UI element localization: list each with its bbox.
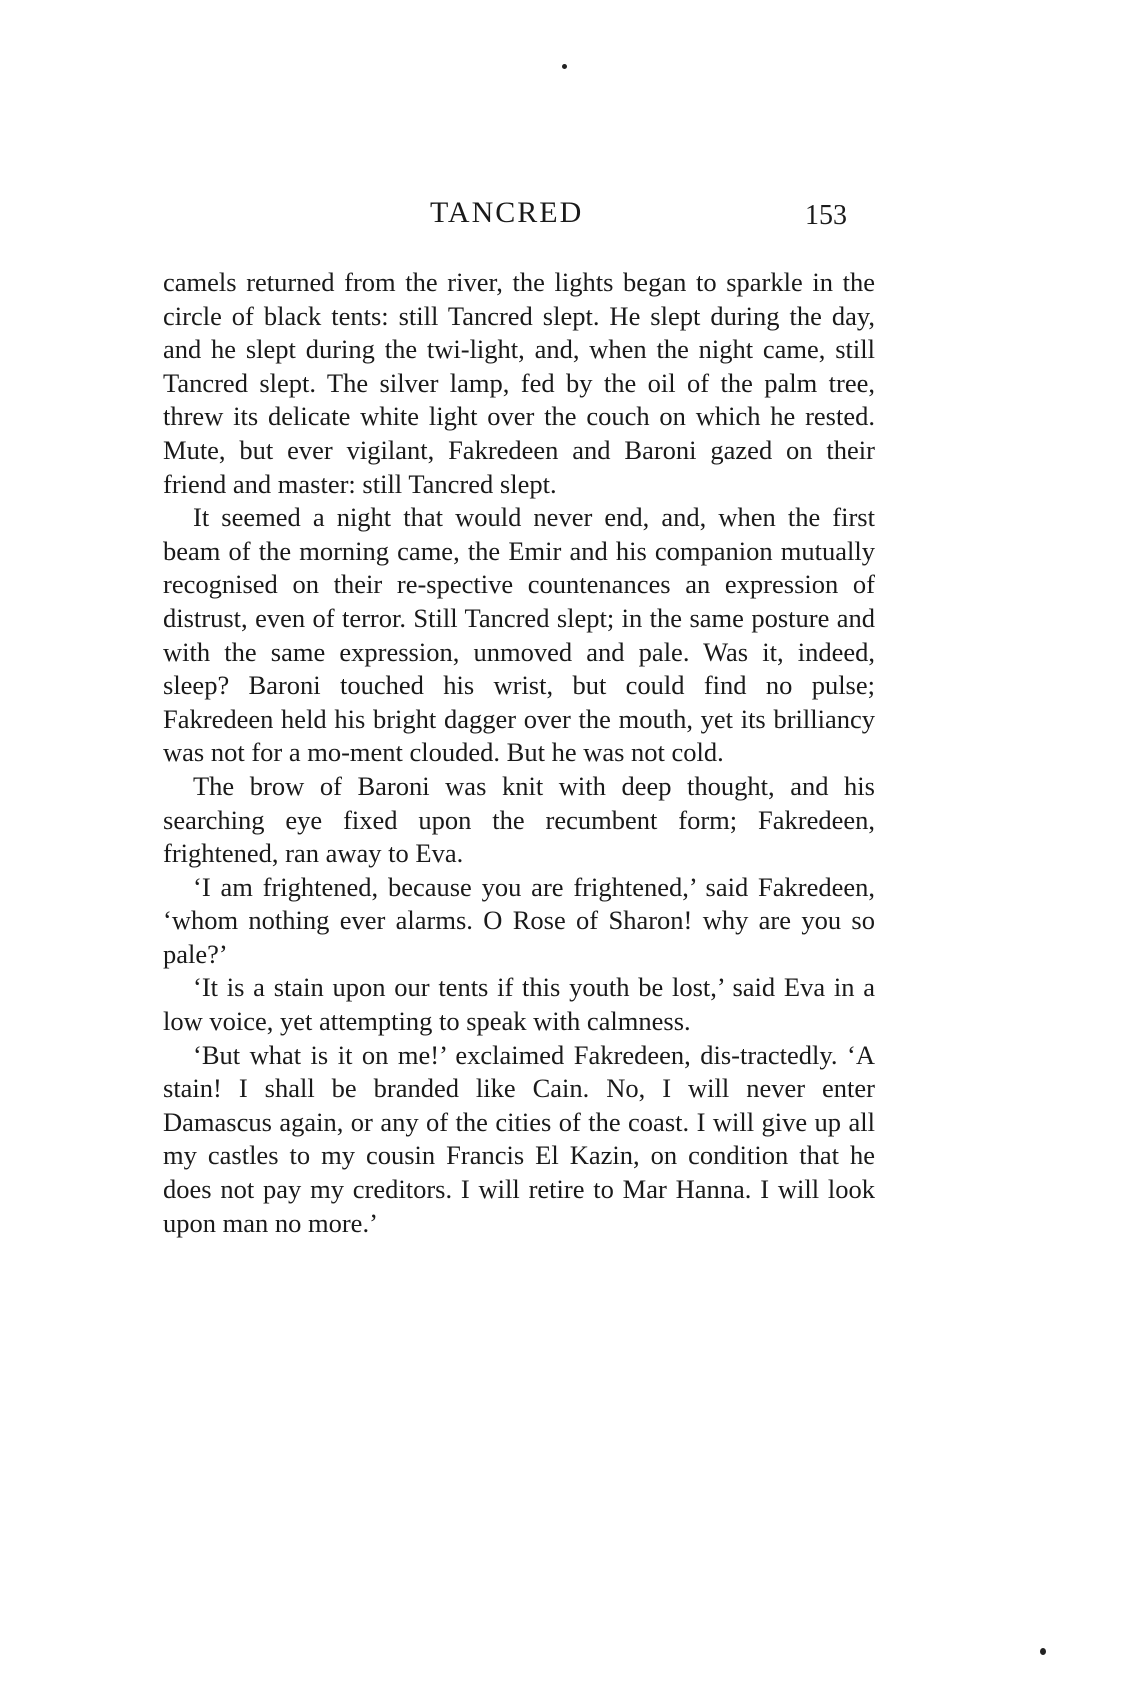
paragraph-6: ‘But what is it on me!’ exclaimed Fakredeen, dis-tractedly. ‘A stain! I shall be branded like Cain. No, I will never enter Damascus again, or any of the cities of the coast. I will give up all my castles to my cousin Francis El Kazin, on condition that he does not pay my creditors. I will retire to Mar Hanna. I will look upon man no more.’ <box>163 1039 875 1238</box>
paragraph-5: ‘It is a stain upon our tents if this youth be lost,’ said Eva in a low voice, yet attempting to speak with calmness. <box>163 972 875 1037</box>
ink-speck-bottom <box>1040 1648 1046 1655</box>
paragraph-2: It seemed a night that would never end, and, when the first beam of the morning came, the Emir and his companion mutually recognised on their re-spective countenances an expression of distrust, even of terror. Still Tancred slept; in the same posture and with the same expression, unmoved and pale. Was it, indeed, sleep? Baroni touched his wrist, but could find no pulse; Fakredeen held his bright dagger over the mouth, yet its brilliancy was not for a mo-ment clouded. But he was not cold. <box>163 502 875 768</box>
running-title: TANCRED <box>430 196 584 229</box>
body-text <box>163 266 875 1240</box>
paragraph-3: The brow of Baroni was knit with deep thought, and his searching eye fixed upon the recumbent form; Fakredeen, frightened, ran away to Eva. <box>163 770 875 869</box>
running-head <box>0 196 1145 246</box>
paragraph-1: camels returned from the river, the lights began to sparkle in the circle of black tents: still Tancred slept. He slept during the day, and he slept during the twi-light, and, when the night came, still Tancred slept. The silver lamp, fed by the oil of the palm tree, threw its delicate white light over the couch on which he rested. Mute, but ever vigilant, Fakredeen and Baroni gazed on their friend and master: still Tancred slept. <box>163 267 875 499</box>
page-number: 153 <box>805 200 847 231</box>
paragraph-4: ‘I am frightened, because you are frightened,’ said Fakredeen, ‘whom nothing ever alarms. O Rose of Sharon! why are you so pale?’ <box>163 871 875 969</box>
ink-speck-top <box>562 64 567 69</box>
